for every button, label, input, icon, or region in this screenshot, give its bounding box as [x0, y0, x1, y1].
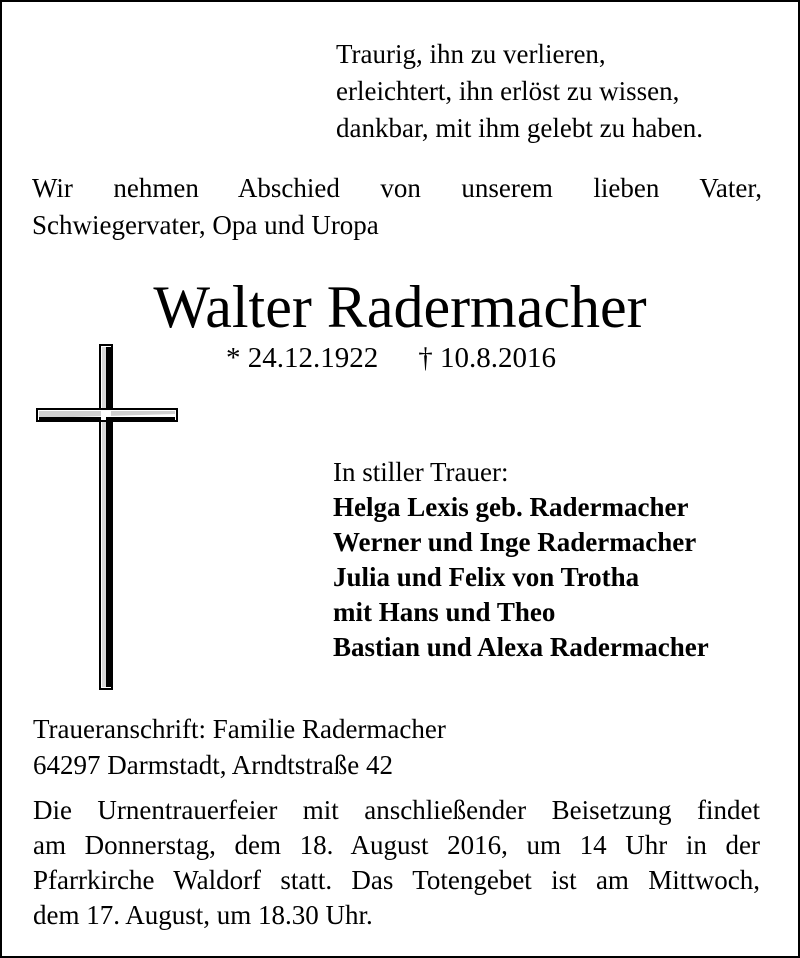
intro-line: Wir nehmen Abschied von unserem lieben Vater, [32, 173, 762, 203]
mourner-name: Helga Lexis geb. Radermacher [333, 492, 689, 522]
service-line: dem 17. August, um 18.30 Uhr. [33, 900, 373, 930]
poem-line: erleichtert, ihn erlöst zu wissen, [336, 76, 680, 106]
mourner-name: Bastian und Alexa Radermacher [333, 632, 709, 662]
mourners-block [333, 455, 709, 665]
cross-icon [36, 344, 178, 690]
service-line: Pfarrkirche Waldorf statt. Das Totengebet ist am Mittwoch, [33, 865, 760, 895]
mourner-name: Julia und Felix von Trotha [333, 562, 640, 592]
poem-line: Traurig, ihn zu verlieren, [336, 39, 606, 69]
service-line: Die Urnentrauerfeier mit anschließender Beisetzung findet [33, 795, 760, 825]
intro-text [32, 170, 762, 244]
service-line: am Donnerstag, dem 18. August 2016, um 14 Uhr in der [33, 830, 760, 860]
intro-line: Schwiegervater, Opa und Uropa [32, 210, 379, 240]
mourning-address [33, 711, 446, 783]
mourner-name: Werner und Inge Radermacher [333, 527, 697, 557]
birth-date: * 24.12.1922 [226, 342, 379, 374]
poem-line: dankbar, mit ihm gelebt zu haben. [336, 113, 704, 143]
address-line: 64297 Darmstadt, Arndtstraße 42 [33, 750, 393, 780]
service-info [33, 793, 760, 933]
address-line: Traueranschrift: Familie Radermacher [33, 714, 446, 744]
poem [336, 36, 703, 147]
mourners-heading: In stiller Trauer: [333, 457, 509, 487]
mourner-name: mit Hans und Theo [333, 597, 556, 627]
death-date: † 10.8.2016 [418, 342, 556, 374]
life-dates [226, 340, 556, 376]
deceased-name: Walter Radermacher [153, 274, 647, 340]
